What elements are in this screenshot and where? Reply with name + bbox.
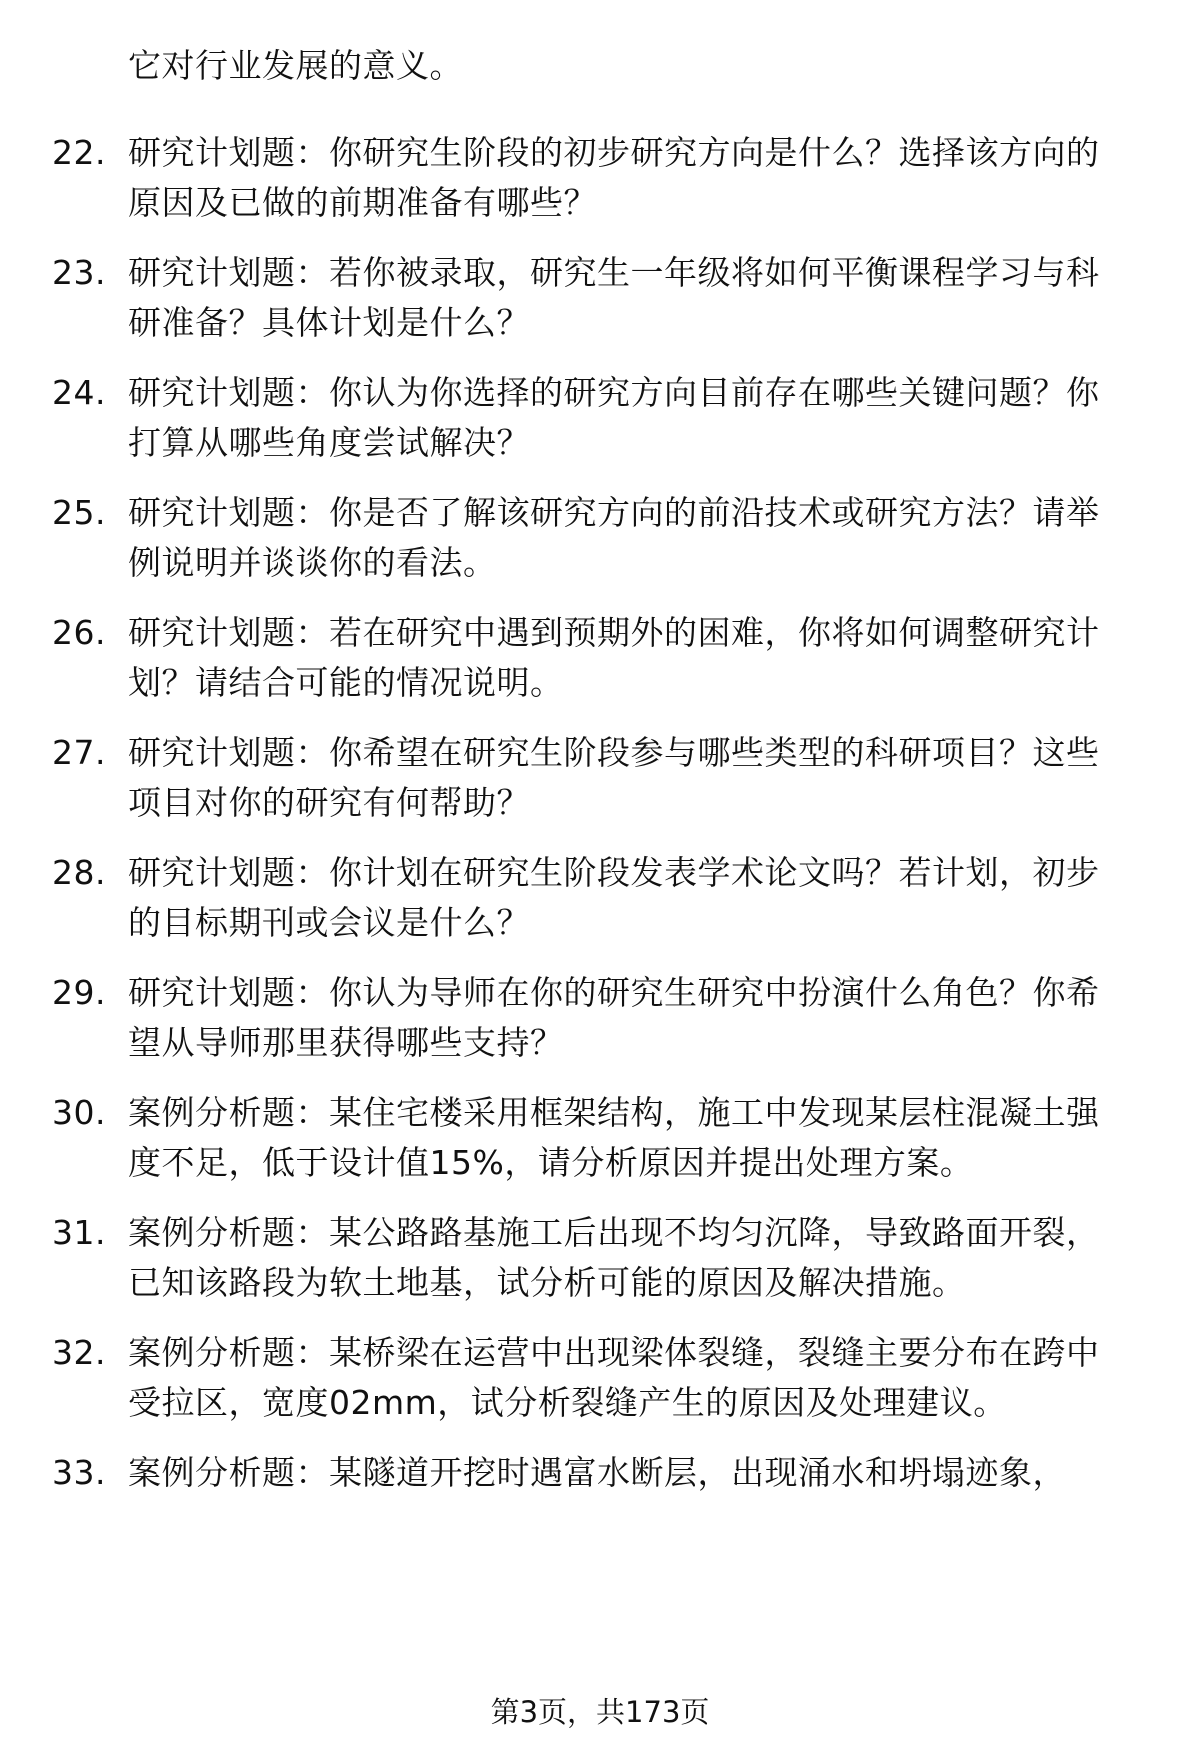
- question-item: [52, 1448, 1152, 1498]
- page-number: 第3页，共173页: [490, 1695, 710, 1729]
- question-number: 23.: [52, 253, 106, 292]
- question-text: 案例分析题：某公路路基施工后出现不均匀沉降，导致路面开裂，已知该路段为软土地基，试分析可能的原因及解决措施。: [128, 1213, 1100, 1302]
- question-text: 研究计划题：你认为导师在你的研究生研究中扮演什么角色？你希望从导师那里获得哪些支持？: [128, 973, 1100, 1062]
- question-number: 22.: [52, 133, 106, 172]
- question-number: 30.: [52, 1093, 106, 1132]
- question-text: 研究计划题：你希望在研究生阶段参与哪些类型的科研项目？这些项目对你的研究有何帮助？: [128, 733, 1100, 822]
- question-item: [52, 1328, 1152, 1428]
- question-item: [52, 128, 1152, 228]
- question-text: 研究计划题：你认为你选择的研究方向目前存在哪些关键问题？你打算从哪些角度尝试解决？: [128, 373, 1100, 462]
- question-item: [52, 968, 1152, 1068]
- question-number: 26.: [52, 613, 106, 652]
- question-number: 27.: [52, 733, 106, 772]
- question-text: 案例分析题：某隧道开挖时遇富水断层，出现涌水和坍塌迹象，: [128, 1453, 1066, 1492]
- question-item: [52, 488, 1152, 588]
- question-number: 28.: [52, 853, 106, 892]
- question-item: [52, 248, 1152, 348]
- question-text: 研究计划题：若你被录取，研究生一年级将如何平衡课程学习与科研准备？具体计划是什么？: [128, 253, 1100, 342]
- question-number: 33.: [52, 1453, 106, 1492]
- question-number: 24.: [52, 373, 106, 412]
- question-number: 25.: [52, 493, 106, 532]
- question-item: [52, 368, 1152, 468]
- continued-text: 它对行业发展的意义。: [128, 46, 463, 85]
- question-number: 31.: [52, 1213, 106, 1252]
- question-text: 研究计划题：你是否了解该研究方向的前沿技术或研究方法？请举例说明并谈谈你的看法。: [128, 493, 1100, 582]
- question-item: [52, 1088, 1152, 1188]
- question-text: 研究计划题：你研究生阶段的初步研究方向是什么？选择该方向的原因及已做的前期准备有哪些？: [128, 133, 1100, 222]
- question-text: 研究计划题：你计划在研究生阶段发表学术论文吗？若计划，初步的目标期刊或会议是什么？: [128, 853, 1100, 942]
- question-item: [52, 1208, 1152, 1308]
- question-number: 32.: [52, 1333, 106, 1372]
- question-item: [52, 848, 1152, 948]
- question-item: [52, 728, 1152, 828]
- question-item: [52, 608, 1152, 708]
- question-text: 案例分析题：某桥梁在运营中出现梁体裂缝，裂缝主要分布在跨中受拉区，宽度02mm，试分析裂缝产生的原因及处理建议。: [128, 1333, 1100, 1422]
- question-text: 研究计划题：若在研究中遇到预期外的困难，你将如何调整研究计划？请结合可能的情况说明。: [128, 613, 1100, 702]
- question-number: 29.: [52, 973, 106, 1012]
- question-text: 案例分析题：某住宅楼采用框架结构，施工中发现某层柱混凝土强度不足，低于设计值15%，请分析原因并提出处理方案。: [128, 1093, 1100, 1182]
